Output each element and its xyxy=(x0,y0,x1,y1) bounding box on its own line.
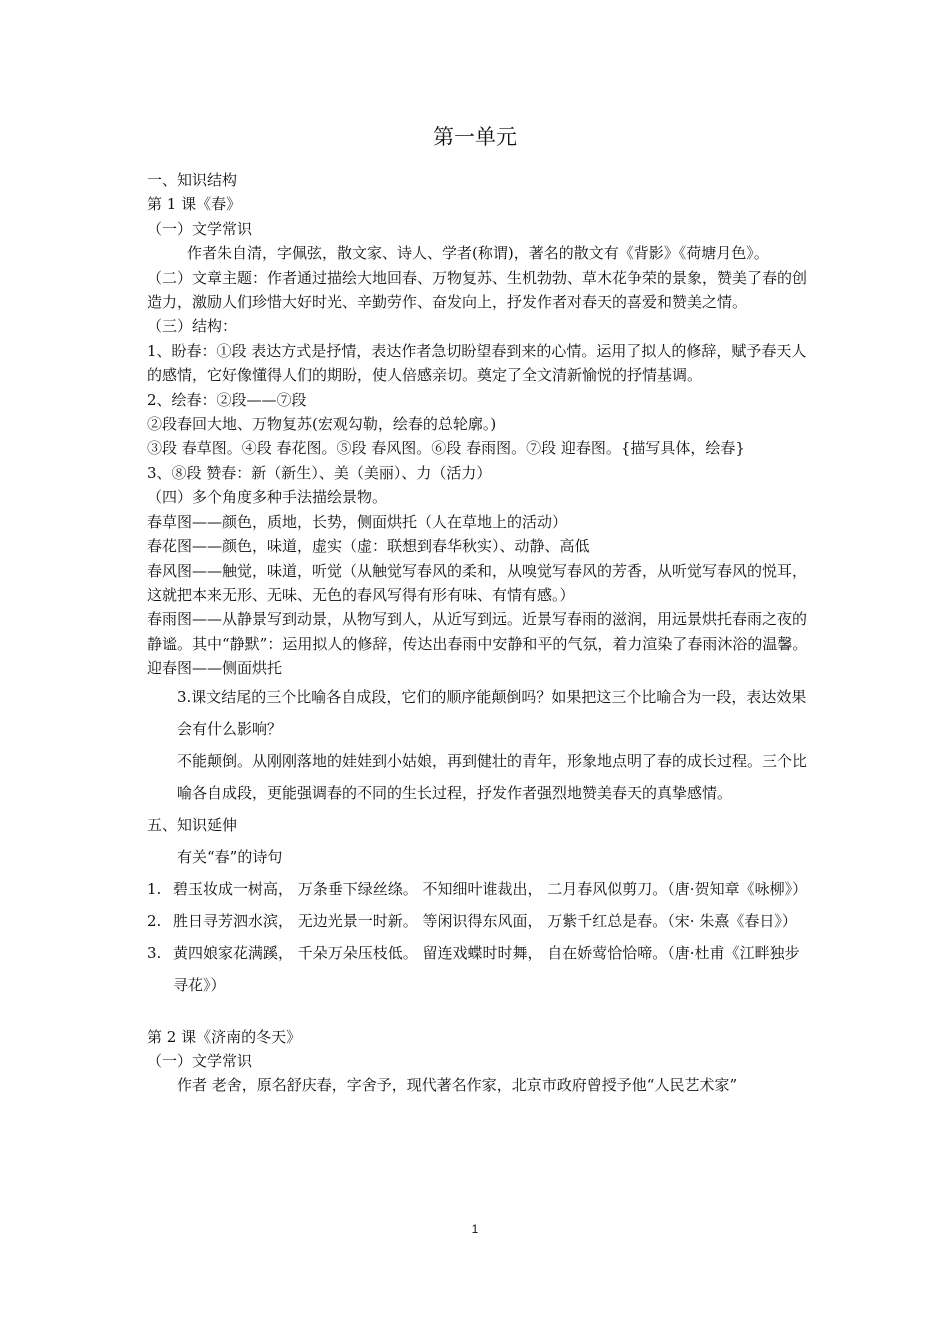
subsection-heading: （一）文学常识 xyxy=(147,1051,253,1070)
poem-number: 1. xyxy=(147,879,162,898)
paragraph: 3、⑧段 赞春：新（新生）、美（美丽）、力（活力） xyxy=(147,463,492,482)
paragraph: ③段 春草图。④段 春花图。⑤段 春风图。⑥段 春雨图。⑦段 迎春图。{描写具体，绘春} xyxy=(147,439,745,458)
paragraph: ②段春回大地、万物复苏(宏观勾勒，绘春的总轮廓。) xyxy=(147,415,497,434)
paragraph: 迎春图——侧面烘托 xyxy=(147,659,283,678)
lesson-heading: 第 1 课《春》 xyxy=(147,195,242,214)
subsection-heading: （三）结构： xyxy=(147,317,238,336)
poem-item xyxy=(147,905,809,937)
paragraph: 1、盼春：①段 表达方式是抒情，表达作者急切盼望春到来的心情。运用了拟人的修辞，赋予春天人的感情，它好像懂得人们的期盼，使人倍感亲切。奠定了全文清新愉悦的抒情基调。 xyxy=(147,341,807,385)
paragraph: 2、绘春：②段——⑦段 xyxy=(147,390,307,409)
answer: 不能颠倒。从刚刚落地的娃娃到小姑娘，再到健壮的青年，形象地点明了春的成长过程。三个比喻各自成段，更能强调春的不同的生长过程，抒发作者强烈地赞美春天的真挚感情。 xyxy=(177,751,808,802)
poem-text: 碧玉妆成一树高， 万条垂下绿丝绦。 不知细叶谁裁出， 二月春风似剪刀。（唐·贺知章《咏柳》） xyxy=(173,879,808,898)
paragraph: 春花图——颜色，味道，虚实（虚：联想到春华秋实）、动静、高低 xyxy=(147,537,590,556)
spacer xyxy=(147,1001,809,1025)
subsection-heading: （四）多个角度多种手法描绘景物。 xyxy=(147,488,388,507)
paragraph: 春雨图——从静景写到动景，从物写到人，从近写到远。近景写春雨的滋润，用远景烘托春雨之夜的静谧。其中“静默”：运用拟人的修辞，传达出春雨中安静和平的气氛，着力渲染了春雨沐浴的温馨。 xyxy=(147,610,808,653)
lesson-heading: 第 2 课《济南的冬天》 xyxy=(147,1027,302,1046)
section-heading: 五、知识延伸 xyxy=(147,815,238,834)
paragraph: 作者朱自清，字佩弦，散文家、诗人、学者(称谓)，著名的散文有《背影》《荷塘月色》。 xyxy=(187,244,769,263)
paragraph: 春草图——颜色，质地，长势，侧面烘托（人在草地上的活动） xyxy=(147,512,568,531)
paragraph: 春风图——触觉，味道，听觉（从触觉写春风的柔和，从嗅觉写春风的芳香，从听觉写春风的悦耳，这就把本来无形、无味、无色的春风写得有形有味、有情有感。） xyxy=(147,561,808,604)
page-number: 1 xyxy=(471,1222,479,1236)
poem-number: 2. xyxy=(147,911,162,930)
document-body xyxy=(147,168,809,1098)
subsection-heading: 有关“春”的诗句 xyxy=(177,847,283,866)
paragraph: 作者 老舍，原名舒庆春，字舍予，现代著名作家，北京市政府曾授予他“人民艺术家” xyxy=(177,1076,738,1095)
poem-text: 黄四娘家花满蹊， 千朵万朵压枝低。 留连戏蝶时时舞， 自在娇莺恰恰啼。（唐·杜甫《江畔独步寻花》） xyxy=(173,943,800,994)
poem-item xyxy=(147,873,809,905)
poem-text: 胜日寻芳泗水滨， 无边光景一时新。 等闲识得东风面， 万紫千红总是春。（宋· 朱熹《春日》） xyxy=(173,911,797,930)
question: 3.课文结尾的三个比喻各自成段，它们的顺序能颠倒吗？如果把这三个比喻合为一段，表达效果会有什么影响？ xyxy=(177,687,807,738)
poem-item xyxy=(147,937,809,1001)
poem-number: 3. xyxy=(147,943,162,962)
paragraph: （二）文章主题：作者通过描绘大地回春、万物复苏、生机勃勃、草木花争荣的景象，赞美了春的创造力，激励人们珍惜大好时光、辛勤劳作、奋发向上，抒发作者对春天的喜爱和赞美之情。 xyxy=(147,268,808,312)
subsection-heading: （一）文学常识 xyxy=(147,219,253,238)
section-heading: 一、知识结构 xyxy=(147,171,238,189)
page-title: 第一单元 xyxy=(433,125,517,149)
